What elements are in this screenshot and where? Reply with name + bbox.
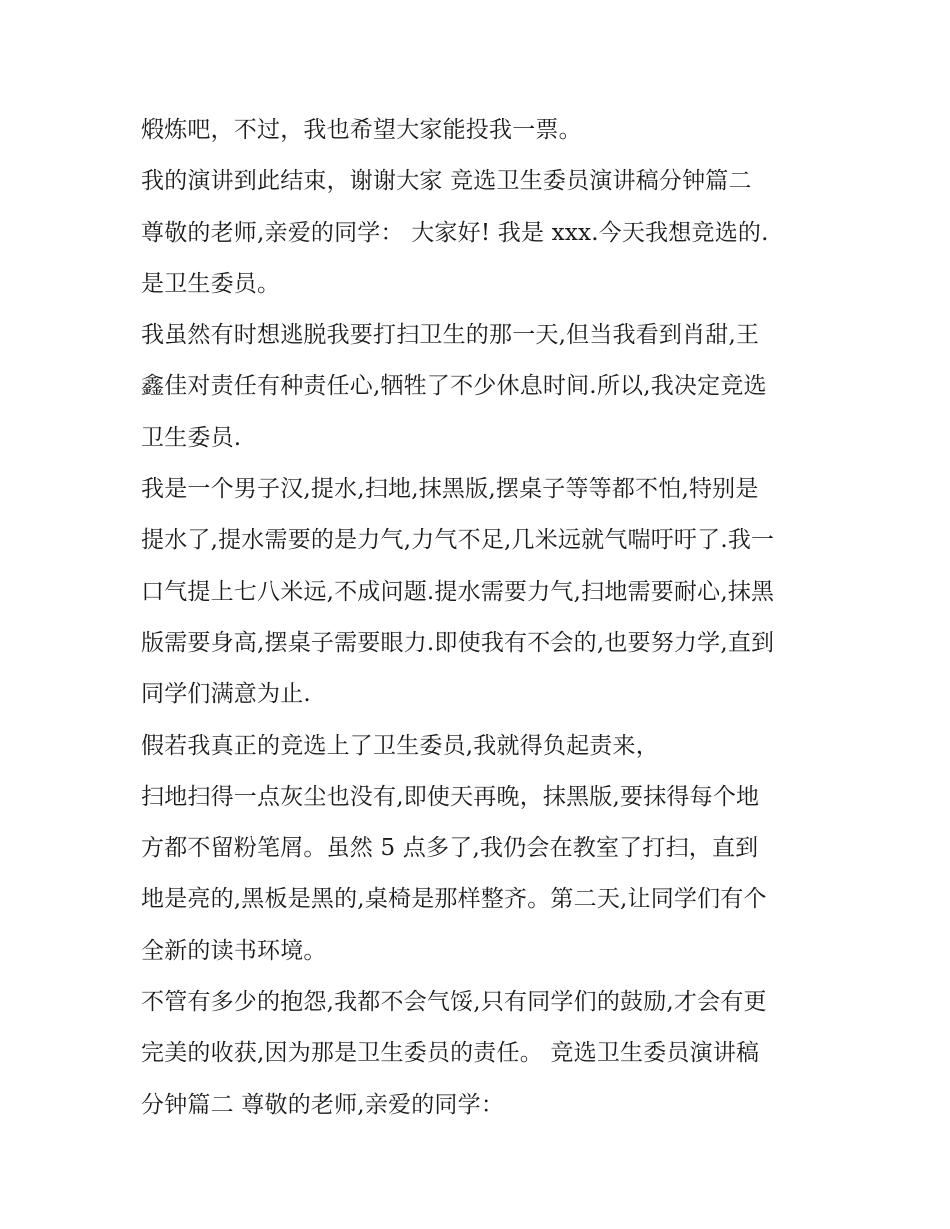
text-line: 提水了,提水需要的是力气,力气不足,几米远就气喘吁吁了.我一 [141,527,775,554]
text-line: 尊敬的老师,亲爱的同学： 大家好! 我是 xxx.今天我想竞选的. [141,219,769,246]
text-line: 卫生委员. [141,424,242,451]
text-line: 版需要身高,摆桌子需要眼力.即使我有不会的,也要努力学,直到 [141,629,775,656]
text-line: 分钟篇二 尊敬的老师,亲爱的同学： [141,1091,505,1118]
text-line: 全新的读书环境。 [141,937,327,964]
text-line: 假若我真正的竞选上了卫生委员,我就得负起责来， [141,732,659,759]
text-line: 是卫生委员。 [141,270,281,297]
text-line: 鑫佳对责任有种责任心,牺牲了不少休息时间.所以,我决定竞选 [141,373,767,400]
text-line: 口气提上七八米远,不成问题.提水需要力气,扫地需要耐心,抹黑 [141,578,775,605]
body-text [141,105,811,1131]
text-line: 扫地扫得一点灰尘也没有,即使天再晚，抹黑版,要抹得每个地 [141,783,760,810]
text-line: 方都不留粉笔屑。虽然 5 点多了,我仍会在教室了打扫，直到 [141,835,759,862]
text-line: 不管有多少的抱怨,我都不会气馁,只有同学们的鼓励,才会有更 [141,989,767,1016]
text-line: 地是亮的,黑板是黑的,桌椅是那样整齐。第二天,让同学们有个 [141,886,767,913]
text-line: 同学们满意为止. [141,681,311,708]
text-line: 我的演讲到此结束，谢谢大家 竞选卫生委员演讲稿分钟篇二 [141,168,752,195]
text-line: 煅炼吧，不过，我也希望大家能投我一票。 [141,117,582,143]
text-line: 我虽然有时想逃脱我要打扫卫生的那一天,但当我看到肖甜,王 [141,322,760,349]
text-line: 完美的收获,因为那是卫生委员的责任。 竞选卫生委员演讲稿 [141,1040,760,1067]
text-line: 我是一个男子汉,提水,扫地,抹黑版,摆桌子等等都不怕,特别是 [141,476,759,503]
